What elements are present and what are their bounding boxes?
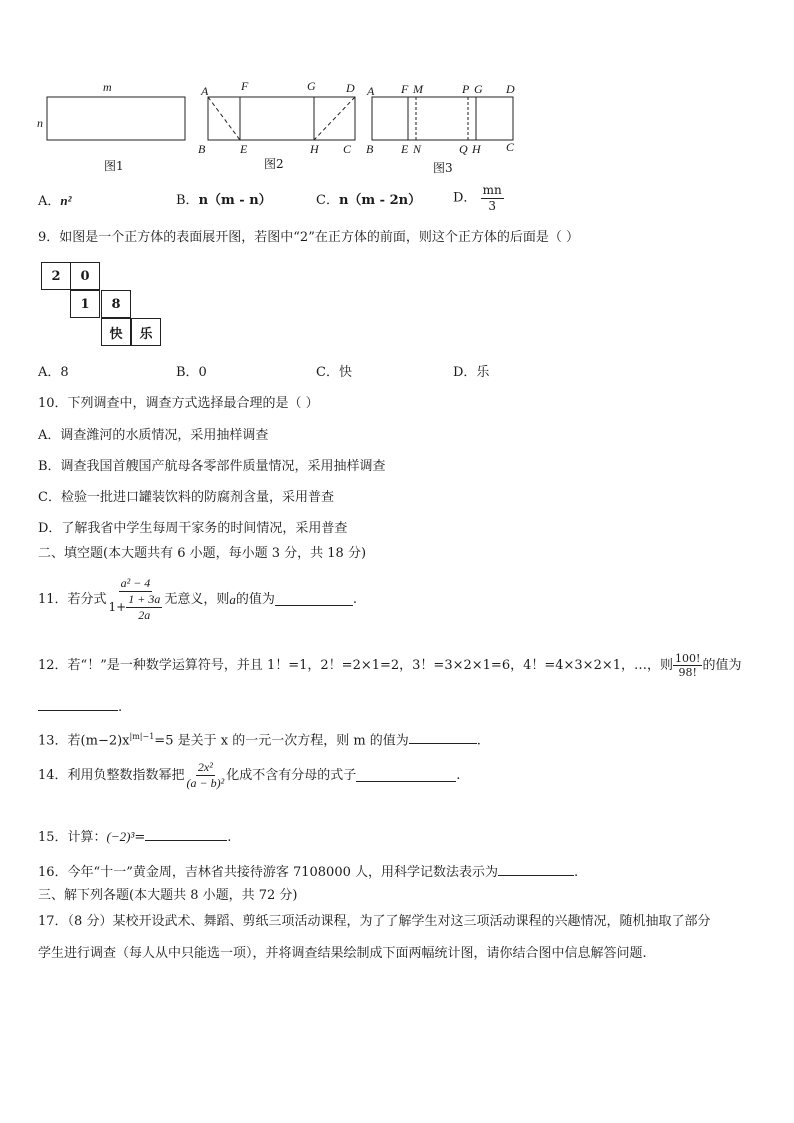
inner-denominator: 2a	[138, 608, 151, 622]
q12-text: 12．若“！”是一种数学运算符号，并且 1！=1，2！=2×1=2，3！=3×2×1=6，4！=4×3×2×1，…，则	[38, 657, 674, 673]
option-letter: B．	[176, 193, 199, 208]
fig2-label-E: E	[240, 142, 248, 156]
q9-option-a[interactable]: A．8	[38, 365, 69, 380]
fig2-label-G: G	[307, 79, 316, 93]
net-cell: 8	[101, 290, 131, 318]
q14-prefix: 14．利用负整数指数幂把	[38, 767, 185, 783]
fig3-label-H: H	[472, 142, 481, 156]
fig2-label-C: C	[343, 142, 352, 156]
option-letter: C．	[316, 193, 339, 208]
q12-fraction	[673, 652, 702, 679]
q10-option-a[interactable]: A．调查潍河的水质情况，采用抽样调查	[38, 428, 269, 443]
denominator-prefix: 1+	[108, 600, 127, 614]
q10-option-c[interactable]: C．检验一批进口罐装饮料的防腐剂含量，采用普查	[38, 490, 334, 505]
fig3-label-M: M	[413, 82, 423, 96]
q15-equals: =	[134, 830, 146, 845]
q11-middle: 无意义，则	[164, 591, 230, 607]
fig3-label-G: G	[474, 82, 483, 96]
fig2-label-H: H	[310, 142, 319, 156]
q11-answer-blank[interactable]	[275, 593, 353, 606]
q9-option-c[interactable]: C．快	[316, 365, 352, 380]
q11: 11．若分式 a² − 4 1+ $\frac{1 + 3a}{2a}$ 无意义，则 a 的值为 .	[38, 576, 358, 622]
fig3-label-C: C	[506, 140, 515, 154]
fig2-label-D: D	[346, 81, 355, 95]
option-fraction	[481, 183, 504, 214]
net-cell: 0	[70, 262, 100, 290]
net-cell: 1	[70, 290, 100, 318]
option-letter: D．	[453, 190, 477, 206]
q16: 16．今年“十一”黄金周，吉林省共接待游客 7108000 人，用科学记数法表示为 .	[38, 865, 579, 880]
q13: 13．若$(m-2)x^{|m|-1}=5$ 是关于 x 的一元一次方程，则 m 的值为 .	[38, 732, 481, 749]
q9-option-d[interactable]: D．乐	[453, 365, 490, 380]
q12-answer-line: .	[38, 698, 122, 716]
fraction-denominator: 98!	[678, 666, 697, 679]
q14-suffix: 化成不含有分母的式子	[226, 767, 357, 783]
q12-suffix: 的值为	[702, 657, 742, 673]
q10-stem: 10．下列调查中，调查方式选择最合理的是（ ）	[38, 396, 319, 411]
fraction-numerator: 2x²	[197, 760, 213, 774]
q16-text: 16．今年“十一”黄金周，吉林省共接待游客 7108000 人，用科学记数法表示为	[38, 865, 498, 880]
q13-prefix: 13．若(m−2)x	[38, 733, 130, 749]
q11-prefix: 11．若分式	[38, 591, 107, 607]
q8-option-d[interactable]	[453, 183, 504, 214]
fraction-denominator: 3	[488, 199, 496, 213]
q13-suffix: =5 是关于 x 的一元一次方程，则 m 的值为	[154, 733, 409, 749]
fraction-denominator: (a − b)²	[186, 776, 225, 790]
q15: 15．计算：(−2)³= .	[38, 829, 232, 845]
section-2-heading: 二、填空题(本大题共有 6 小题，每小题 3 分，共 18 分)	[38, 546, 367, 561]
q13-answer-blank[interactable]	[409, 731, 477, 744]
fig3-label-P: P	[462, 82, 470, 96]
q17-line-2: 学生进行调查（每人从中只能选一项），并将调查结果绘制成下面两幅统计图，请你结合图中信息解答问题.	[38, 946, 647, 961]
q12	[38, 652, 741, 679]
fig3-label-N: N	[413, 142, 422, 156]
fig1-label-m: m	[103, 80, 112, 94]
fraction-numerator: mn	[482, 183, 502, 197]
option-letter: A．	[38, 194, 61, 209]
fraction-numerator: 100!	[675, 652, 701, 665]
fig3-caption: 图3	[433, 161, 453, 175]
fig2-caption: 图2	[264, 157, 284, 171]
q8-option-a[interactable]	[38, 193, 72, 210]
option-text: n²	[60, 193, 72, 208]
q17-line-1: 17．（8 分）某校开设武术、舞蹈、剪纸三项活动课程，为了了解学生对这三项活动课程的兴趣情况，随机抽取了部分	[38, 914, 711, 929]
q9-stem: 9．如图是一个正方体的表面展开图，若图中“2”在正方体的前面，则这个正方体的后面是（ ）	[38, 230, 579, 245]
q14-answer-blank[interactable]	[356, 769, 456, 782]
fig1-label-n: n	[37, 116, 43, 130]
q8-option-c[interactable]	[316, 193, 421, 209]
inner-fraction	[126, 592, 162, 623]
fraction-numerator: a² − 4	[120, 576, 151, 590]
net-cell: 乐	[131, 318, 161, 346]
q11-fraction	[107, 576, 165, 623]
fig3-label-E: E	[401, 142, 409, 156]
q16-answer-blank[interactable]	[498, 863, 574, 876]
net-cell: 2	[41, 262, 71, 290]
net-cell: 快	[101, 318, 131, 346]
fig2-label-A: A	[201, 84, 209, 98]
q11-variable: a	[229, 591, 236, 607]
q14-fraction	[185, 760, 227, 791]
fig3-label-A: A	[367, 84, 375, 98]
q12-answer-blank[interactable]	[38, 698, 118, 711]
option-text: n（m - 2n）	[338, 193, 422, 208]
q15-prefix: 15．计算：	[38, 830, 107, 845]
q9-option-b[interactable]: B．0	[176, 365, 207, 380]
fig2-label-F: F	[241, 79, 249, 93]
q11-suffix: 的值为	[235, 591, 275, 607]
fig3-label-F: F	[401, 82, 409, 96]
q10-option-d[interactable]: D．了解我省中学生每周干家务的时间情况，采用普查	[38, 521, 348, 536]
q10-option-b[interactable]: B．调查我国首艘国产航母各零部件质量情况，采用抽样调查	[38, 459, 386, 474]
fraction-denominator	[107, 592, 165, 623]
section-3-heading: 三、解下列各题(本大题共 8 小题，共 72 分)	[38, 888, 298, 903]
fig3-label-B: B	[366, 142, 374, 156]
q15-answer-blank[interactable]	[145, 828, 227, 841]
fig2-label-B: B	[198, 142, 206, 156]
inner-numerator: 1 + 3a	[128, 592, 161, 606]
fig3-label-D: D	[506, 82, 515, 96]
fig1-caption: 图1	[104, 159, 124, 173]
q15-expression: (−2)³	[106, 829, 135, 844]
fig3-label-Q: Q	[459, 142, 468, 156]
q13-exponent: |m|−1	[129, 732, 155, 741]
q14: 14．利用负整数指数幂把 $\frac{\text{2x²}}{\text{(a − b)²}}$ 化成不含有分母的式子 .	[38, 760, 461, 790]
q8-option-b[interactable]	[176, 193, 272, 209]
option-text: n（m - n）	[198, 193, 272, 208]
